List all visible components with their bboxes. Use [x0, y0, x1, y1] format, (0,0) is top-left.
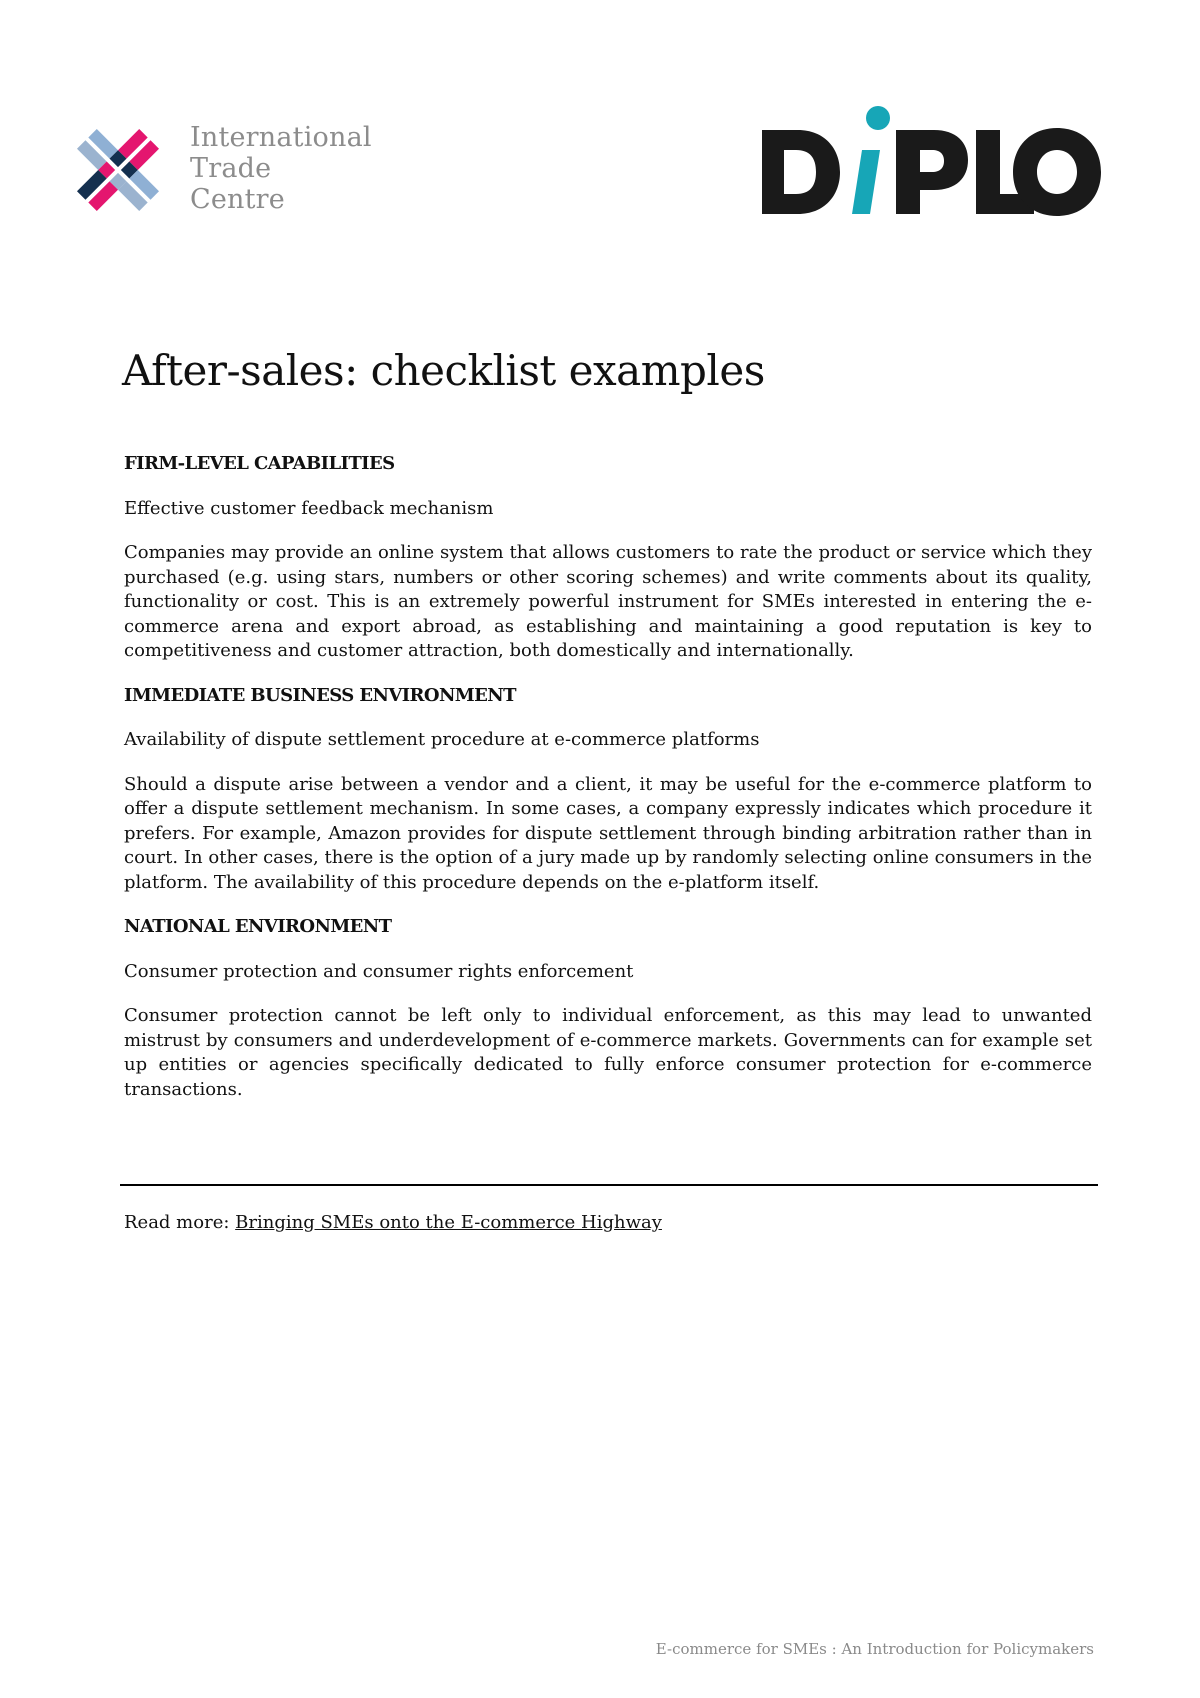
- document-body: [124, 452, 1092, 1122]
- divider: [120, 1184, 1098, 1186]
- itc-logo-line: Centre: [190, 184, 285, 215]
- section-paragraph: Should a dispute arise between a vendor and a client, it may be useful for the e-commerce platform to offer a dispute settlement mechanism. In some cases, a company expressly indicates which procedure it prefers. For example, Amazon provides for dispute settlement through binding arbitration rather than in court. In other cases, there is the option of a jury made up by randomly selecting online consumers in the platform. The availability of this procedure depends on the e-platform itself.: [124, 773, 1092, 893]
- section-subheading: Availability of dispute settlement procedure at e-commerce platforms: [124, 729, 760, 750]
- diplo-logo: [758, 100, 1103, 218]
- section-national-environment: [124, 915, 1092, 1102]
- section-paragraph: Companies may provide an online system that allows customers to rate the product or service which they purchased (e.g. using stars, numbers or other scoring schemes) and write comments about its quality, functionality or cost. This is an extremely powerful instrument for SMEs interested in entering the e-commerce arena and export abroad, as establishing and maintaining a good reputation is key to competitiveness and customer attraction, both domestically and internationally.: [124, 542, 1092, 661]
- section-firm-level: [124, 452, 1092, 664]
- page-title: After-sales: checklist examples: [122, 346, 765, 395]
- diplo-logo-icon: [758, 100, 1103, 218]
- section-heading: NATIONAL ENVIRONMENT: [124, 916, 392, 937]
- section-heading: FIRM-LEVEL CAPABILITIES: [124, 453, 395, 474]
- footer-note: E-commerce for SMEs : An Introduction for Policymakers: [655, 1640, 1094, 1658]
- itc-logo-wordmark: [190, 122, 372, 215]
- read-more-link[interactable]: Bringing SMEs onto the E-commerce Highway: [235, 1212, 662, 1233]
- itc-cross-logo-icon: [58, 108, 178, 236]
- itc-logo-line: Trade: [190, 153, 272, 184]
- section-heading: IMMEDIATE BUSINESS ENVIRONMENT: [124, 684, 516, 706]
- read-more-label: Read more:: [124, 1212, 230, 1233]
- read-more: [124, 1212, 662, 1233]
- itc-logo-line: International: [190, 122, 372, 153]
- section-paragraph: Consumer protection cannot be left only to individual enforcement, as this may lead to unwanted mistrust by consumers and underdevelopment of e-commerce markets. Governments can for example set up entities or agencies specifically dedicated to fully enforce consumer protection for e-commerce transactions.: [124, 1005, 1092, 1100]
- section-immediate-business: [124, 684, 1092, 896]
- section-subheading: Consumer protection and consumer rights enforcement: [124, 960, 634, 982]
- section-subheading: Effective customer feedback mechanism: [124, 497, 494, 519]
